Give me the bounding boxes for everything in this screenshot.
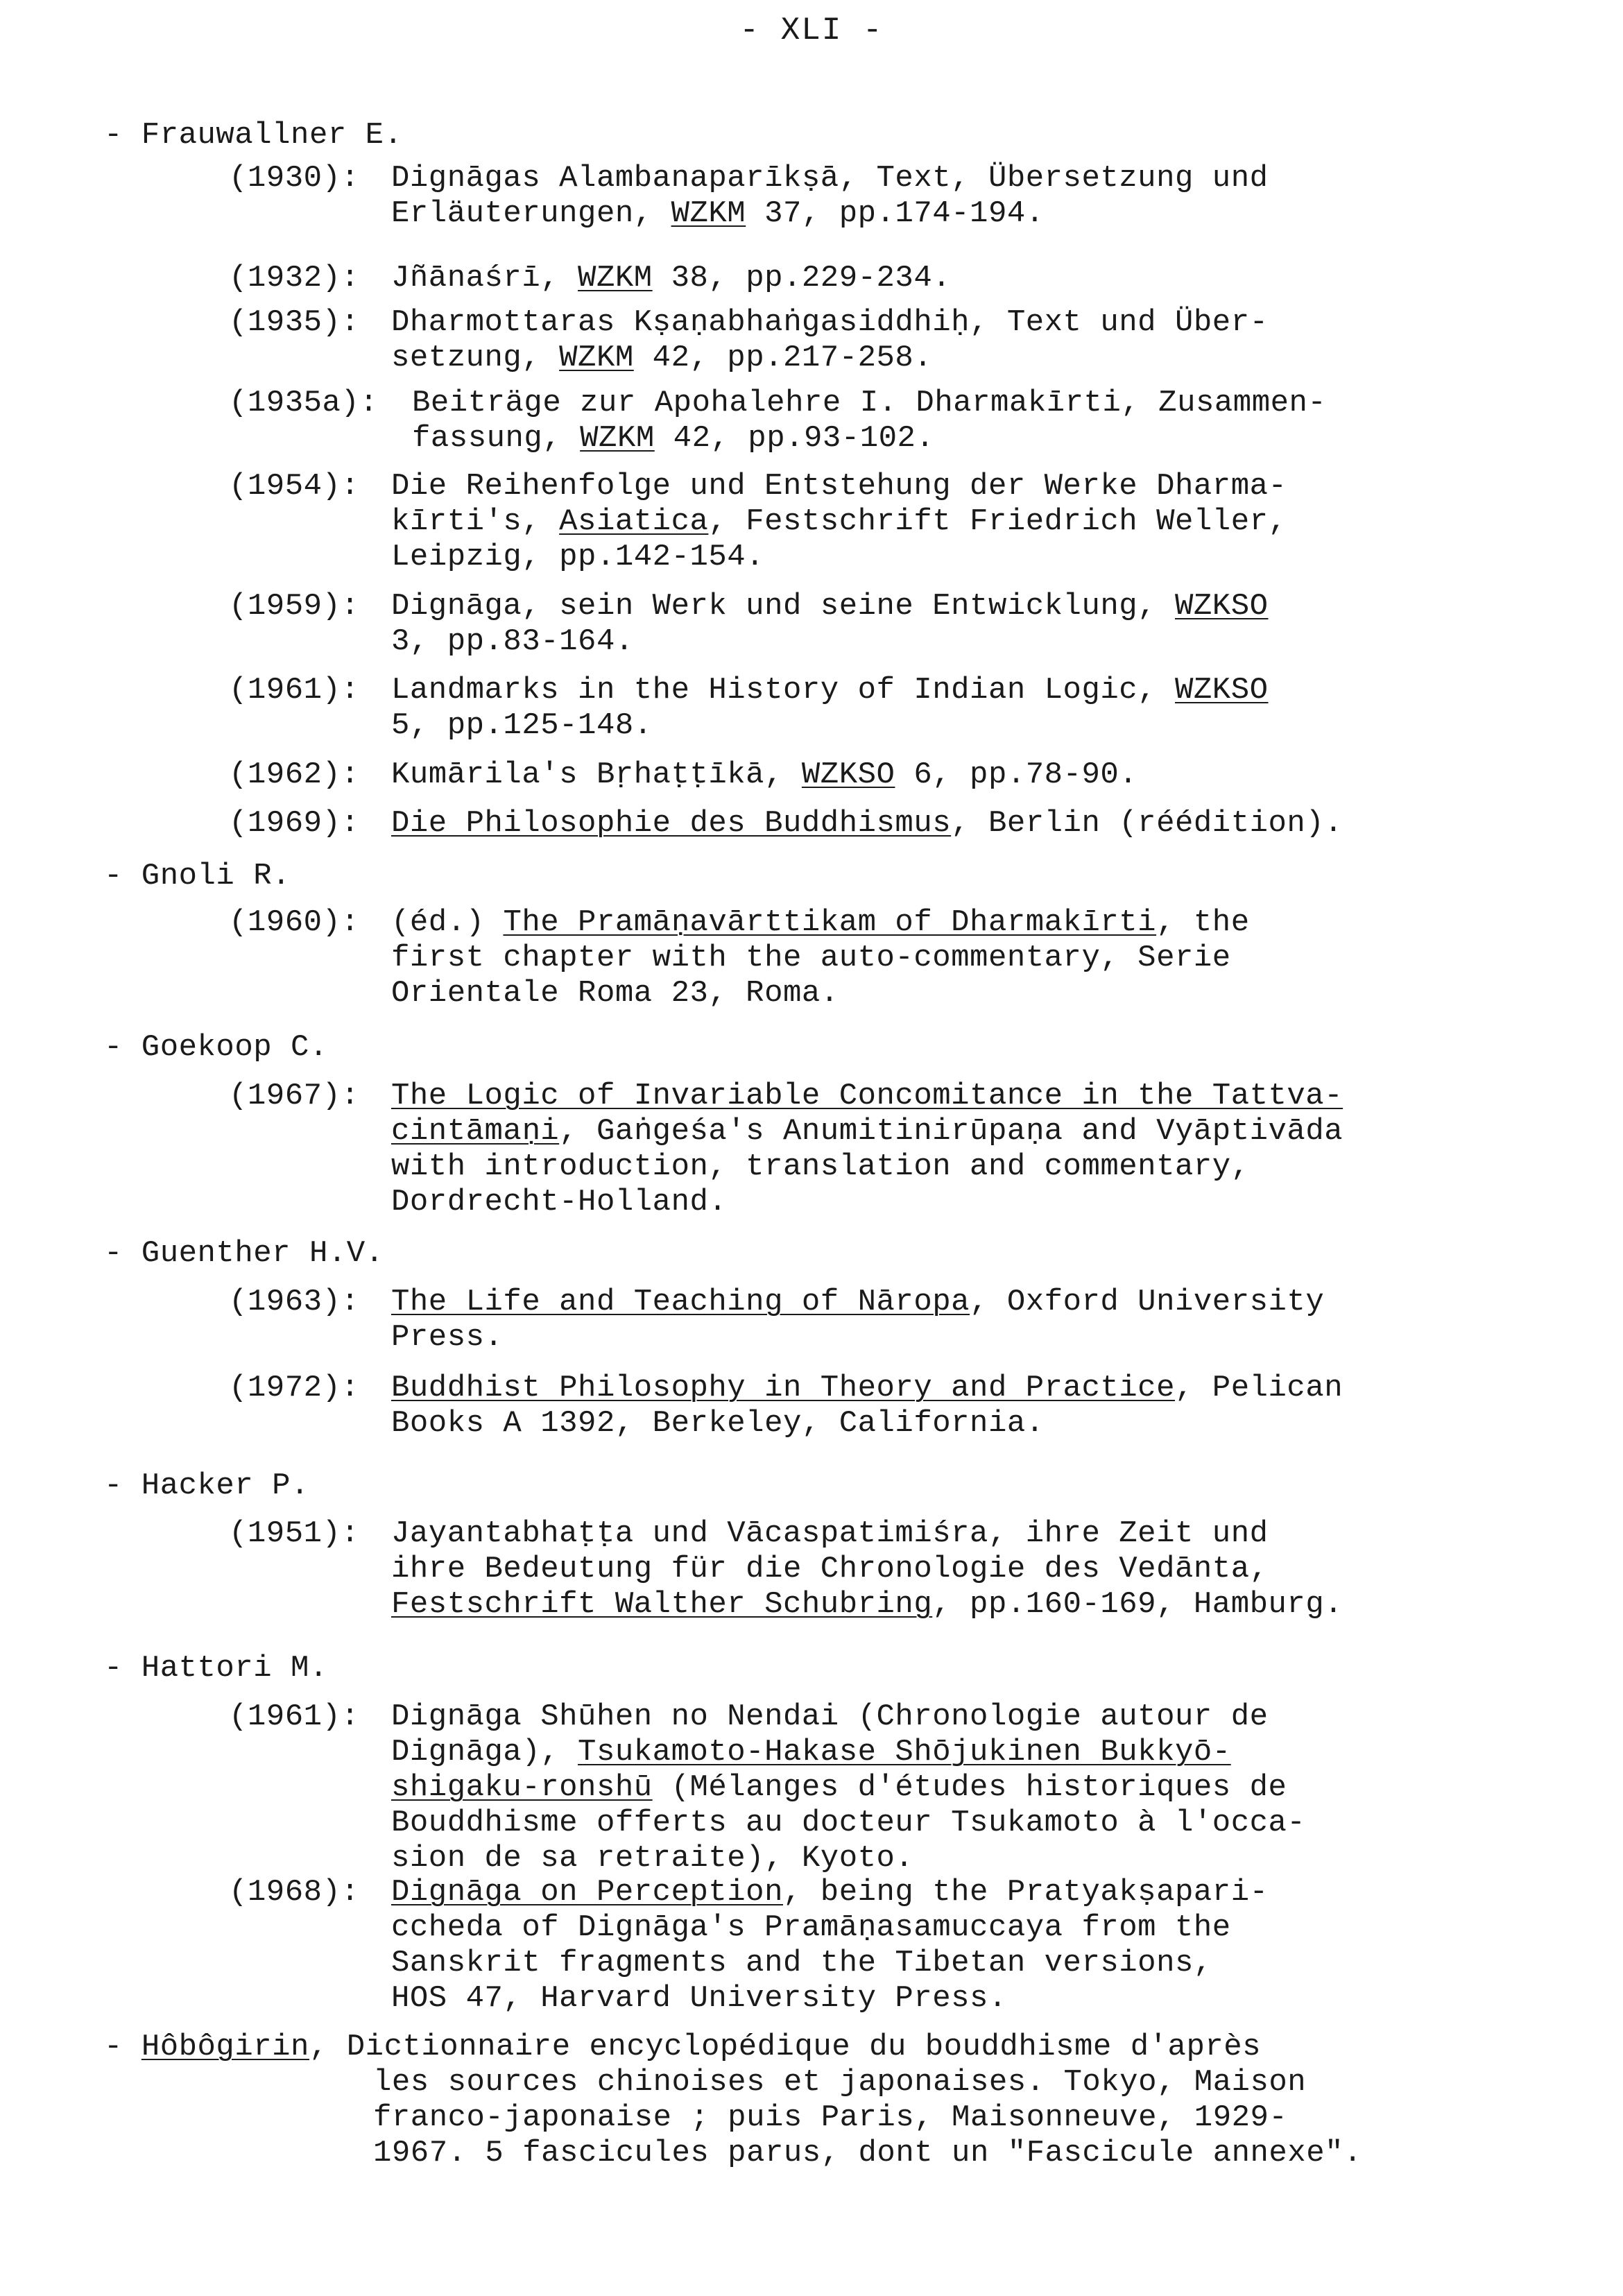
author-heading: - Frauwallner E.: [104, 118, 403, 153]
page-number: - XLI -: [739, 12, 884, 49]
text-segment: ccheda of Dignāga's Pramāṇasamuccaya from the: [391, 1910, 1231, 1945]
text-line: [391, 1770, 1463, 1806]
text-line: [391, 673, 1463, 708]
text-line: [412, 386, 1463, 421]
text-segment: Jayantabhaṭṭa und Vācaspatimiśra, ihre Zeit und: [391, 1516, 1269, 1551]
entry-year: (1961):: [229, 1699, 360, 1734]
underlined-title: Die Philosophie des Buddhismus: [391, 806, 952, 841]
text-line: [391, 1149, 1463, 1185]
text-line: [104, 2065, 1491, 2100]
entry-text: [391, 1079, 1463, 1220]
text-line: [104, 2136, 1491, 2171]
text-line: [391, 305, 1463, 341]
text-segment: , pp.160-169, Hamburg.: [932, 1587, 1343, 1622]
entry-year: (1969):: [229, 806, 360, 841]
entry-text: [391, 589, 1463, 660]
entry-year: (1963):: [229, 1285, 360, 1319]
bibliography-entry: [229, 673, 1463, 744]
entry-year: (1960):: [229, 905, 360, 940]
underlined-title: cintāmaṇi: [391, 1114, 560, 1149]
underlined-title: The Logic of Invariable Concomitance in the Tattva-: [391, 1079, 1343, 1113]
text-segment: 6, pp.78-90.: [895, 757, 1138, 792]
bibliography-entry: [229, 1516, 1463, 1622]
text-segment: Dignāga, sein Werk und seine Entwicklung,: [391, 589, 1175, 624]
text-line: [391, 261, 1463, 296]
underlined-title: WZKM: [580, 421, 655, 456]
text-line: [391, 1079, 1463, 1114]
bibliography-entry: [229, 1699, 1463, 1876]
text-segment: Sanskrit fragments and the Tibetan versions,: [391, 1946, 1212, 1980]
text-line: [391, 1587, 1463, 1622]
text-segment: Dignāga),: [391, 1735, 578, 1770]
text-line: [104, 2100, 1491, 2136]
text-line: [391, 196, 1463, 232]
text-segment: setzung,: [391, 341, 560, 375]
underlined-title: The Pramāṇavārttikam of Dharmakīrti: [503, 905, 1157, 940]
text-segment: , being the Pratyakṣapari-: [783, 1875, 1269, 1910]
text-segment: kīrti's,: [391, 504, 560, 539]
underlined-title: Tsukamoto-Hakase Shōjukinen Bukkyō-: [578, 1735, 1231, 1770]
text-segment: first chapter with the auto-commentary, Serie: [391, 941, 1231, 975]
bibliography-entry: [229, 757, 1463, 793]
text-segment: HOS 47, Harvard University Press.: [391, 1981, 1007, 2016]
entry-text: [391, 905, 1463, 1011]
entry-year: (1968):: [229, 1875, 360, 1910]
entry-year: (1972):: [229, 1371, 360, 1405]
underlined-title: Hôbôgirin: [141, 2030, 309, 2064]
text-line: [391, 1114, 1463, 1149]
text-segment: 3, pp.83-164.: [391, 624, 634, 659]
entry-year: (1930):: [229, 161, 360, 196]
text-line: [391, 1552, 1463, 1587]
text-line: [391, 1406, 1463, 1441]
entry-year: (1959):: [229, 589, 360, 624]
entry-text: [391, 757, 1463, 793]
text-line: [391, 1185, 1463, 1220]
text-segment: , Oxford University: [970, 1285, 1325, 1319]
entry-year: (1967):: [229, 1079, 360, 1113]
text-segment: 38, pp.229-234.: [652, 261, 952, 295]
underlined-title: Buddhist Philosophy in Theory and Practice: [391, 1371, 1175, 1405]
entry-text: [391, 1371, 1463, 1441]
bibliography-entry: [229, 161, 1463, 232]
bibliography-entry: [229, 386, 1463, 456]
text-segment: Dignāga Shūhen no Nendai (Chronologie autour de: [391, 1699, 1269, 1734]
author-heading: - Goekoop C.: [104, 1030, 328, 1065]
text-segment: Beiträge zur Apohalehre I. Dharmakīrti, Zusammen-: [412, 386, 1327, 420]
text-segment: 42, pp.217-258.: [633, 341, 933, 375]
underlined-title: WZKM: [578, 261, 653, 295]
bibliography-entry: [229, 905, 1463, 1011]
underlined-title: WZKSO: [1174, 673, 1269, 708]
text-segment: 37, pp.174-194.: [746, 196, 1045, 231]
text-line: [391, 1699, 1463, 1735]
text-segment: -: [104, 2030, 141, 2064]
text-segment: Press.: [391, 1320, 504, 1355]
text-line: [391, 1285, 1463, 1320]
entry-text: [412, 386, 1463, 456]
text-line: [391, 540, 1463, 575]
bibliography-entry: [229, 305, 1463, 376]
text-line: [104, 2030, 1491, 2065]
text-segment: , the: [1156, 905, 1250, 940]
entry-year: (1961):: [229, 673, 360, 708]
text-segment: Jñānaśrī,: [391, 261, 578, 295]
text-line: [391, 161, 1463, 196]
text-segment: Orientale Roma 23, Roma.: [391, 976, 839, 1011]
underlined-title: Festschrift Walther Schubring: [391, 1587, 933, 1622]
text-segment: , Pelican: [1174, 1371, 1343, 1405]
bibliography-entry: [229, 261, 1463, 296]
text-segment: 5, pp.125-148.: [391, 708, 653, 743]
text-line: [391, 757, 1463, 793]
text-segment: Dordrecht-Holland.: [391, 1185, 728, 1219]
underlined-title: WZKM: [671, 196, 746, 231]
entry-year: (1935a):: [229, 386, 379, 420]
text-segment: Leipzig, pp.142-154.: [391, 540, 765, 574]
entry-text: [391, 1516, 1463, 1622]
entry-text: [391, 673, 1463, 744]
text-segment: Dignāgas Alambanaparīkṣā, Text, Übersetzung und: [391, 161, 1269, 196]
bibliography-entry: [229, 806, 1463, 841]
text-segment: , Festschrift Friedrich Weller,: [708, 504, 1287, 539]
text-line: [391, 1735, 1463, 1770]
text-line: [391, 708, 1463, 744]
underlined-title: Dignāga on Perception: [391, 1875, 783, 1910]
entry-text: [391, 469, 1463, 575]
text-line: [412, 421, 1463, 456]
underlined-title: Asiatica: [559, 504, 709, 539]
text-segment: Bouddhisme offerts au docteur Tsukamoto à l'occa-: [391, 1806, 1306, 1840]
author-heading: - Guenther H.V.: [104, 1236, 384, 1271]
text-line: [391, 1875, 1463, 1910]
underlined-title: WZKSO: [801, 757, 895, 792]
bibliography-entry: [229, 1371, 1463, 1441]
text-segment: with introduction, translation and commentary,: [391, 1149, 1250, 1184]
underlined-title: WZKSO: [1174, 589, 1269, 624]
text-line: [391, 1806, 1463, 1841]
text-segment: , Dictionnaire encyclopédique du bouddhisme d'après: [309, 2030, 1262, 2064]
text-line: [391, 469, 1463, 504]
text-line: [391, 976, 1463, 1011]
entry-year: (1954):: [229, 469, 360, 504]
author-heading: - Gnoli R.: [104, 859, 291, 893]
entry-year: (1962):: [229, 757, 360, 792]
text-segment: Kumārila's Bṛhaṭṭīkā,: [391, 757, 802, 792]
text-segment: Books A 1392, Berkeley, California.: [391, 1406, 1045, 1441]
text-segment: ihre Bedeutung für die Chronologie des Vedānta,: [391, 1552, 1269, 1586]
text-segment: (Mélanges d'études historiques de: [652, 1770, 1287, 1805]
entry-text: [391, 1875, 1463, 2016]
hobogirin-entry: [104, 2030, 1491, 2171]
text-segment: fassung,: [412, 421, 581, 456]
bibliography-entry: [229, 1875, 1463, 2016]
author-heading: - Hattori M.: [104, 1651, 328, 1686]
text-line: [391, 905, 1463, 941]
text-line: [391, 1946, 1463, 1981]
text-line: [391, 1371, 1463, 1406]
bibliography-entry: [229, 1285, 1463, 1355]
text-segment: franco-japonaise ; puis Paris, Maisonneuve, 1929-: [373, 2100, 1288, 2135]
text-segment: , Gaṅgeśa's Anumitinirūpaṇa and Vyāptivāda: [559, 1114, 1343, 1149]
text-segment: Die Reihenfolge und Entstehung der Werke Dharma-: [391, 469, 1287, 504]
underlined-title: The Life and Teaching of Nāropa: [391, 1285, 970, 1319]
text-segment: 1967. 5 fascicules parus, dont un "Fascicule annexe".: [373, 2136, 1362, 2170]
text-line: [391, 1981, 1463, 2016]
text-line: [391, 1910, 1463, 1946]
text-line: [391, 589, 1463, 624]
author-heading: - Hacker P.: [104, 1468, 309, 1503]
text-line: [391, 806, 1463, 841]
text-line: [391, 1841, 1463, 1876]
text-segment: Dharmottaras Kṣaṇabhaṅgasiddhiḥ, Text und Über-: [391, 305, 1269, 340]
bibliography-entry: [229, 589, 1463, 660]
entry-text: [391, 806, 1463, 841]
entry-year: (1951):: [229, 1516, 360, 1551]
text-line: [391, 1516, 1463, 1552]
text-line: [391, 624, 1463, 660]
text-segment: Erläuterungen,: [391, 196, 671, 231]
text-segment: (éd.): [391, 905, 504, 940]
entry-text: [391, 261, 1463, 296]
text-line: [391, 941, 1463, 976]
text-line: [391, 341, 1463, 376]
text-segment: 42, pp.93-102.: [654, 421, 935, 456]
text-segment: Landmarks in the History of Indian Logic,: [391, 673, 1175, 708]
entry-year: (1935):: [229, 305, 360, 340]
text-segment: sion de sa retraite), Kyoto.: [391, 1841, 914, 1876]
entry-text: [391, 305, 1463, 376]
text-segment: , Berlin (réédition).: [951, 806, 1343, 841]
bibliography-entry: [229, 1079, 1463, 1220]
entry-text: [391, 1699, 1463, 1876]
text-line: [391, 1320, 1463, 1355]
text-segment: les sources chinoises et japonaises. Tokyo, Maison: [373, 2065, 1307, 2100]
entry-text: [391, 161, 1463, 232]
text-line: [391, 504, 1463, 540]
entry-year: (1932):: [229, 261, 360, 295]
bibliography-entry: [229, 469, 1463, 575]
underlined-title: WZKM: [559, 341, 634, 375]
underlined-title: shigaku-ronshū: [391, 1770, 653, 1805]
entry-text: [391, 1285, 1463, 1355]
